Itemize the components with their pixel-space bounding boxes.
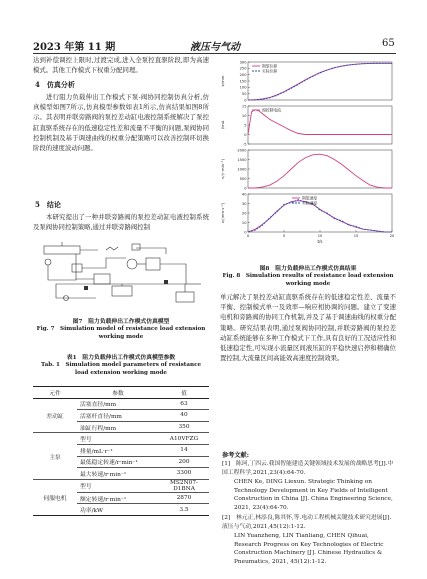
legend-label: 期望速度 [302, 195, 318, 201]
legend-label: 实际速度 [302, 200, 318, 206]
table-value-cell: 40 [159, 410, 209, 422]
fig8-caption-en: Fig. 8 Simulation results of resistance load extension working mode [222, 273, 394, 287]
table-value-cell: MS2N07-D1BNA [159, 479, 209, 492]
table-value-cell: 3300 [159, 468, 209, 480]
table-param-cell: 油缸行程/mm [77, 421, 159, 433]
table-param-cell: 额定转速/r·min⁻¹ [77, 492, 159, 504]
table-param-cell: 最大转速/r·min⁻¹ [77, 468, 159, 480]
y-tick-label: 50 [241, 91, 247, 96]
paragraph-2: 进行阻力负载伸出工作模式下泵-阀协同控制仿真分析,仿真模型如图7所示,仿真模型参数如表1所示,仿真结果如图8所示。其表明并联旁路阀的泵控差动缸电液控制系统解决了泵控缸直驱系统存在的低速稳定性差和流量不平衡的问题,泵阀协同控制机制及基于调速曲线的权重分配策略可以改善控制环切换阶段的速度波动问题。 [33, 93, 209, 153]
table-header-cell: 参数 [77, 387, 159, 399]
journal-title: 液压与气动 [190, 42, 240, 53]
y-tick-label: 250 [239, 66, 247, 71]
x-tick-label: 10 [317, 234, 323, 238]
y-tick-label: 150 [239, 79, 247, 84]
fig7-caption-en-1: Fig. 7 Simulation model of resistance load extension [36, 326, 206, 332]
y-tick-label: 10 [241, 220, 247, 225]
table-value-cell: A10VFZG [159, 433, 209, 445]
reference-1-en: CHEN Ke, DING Liexun. Strategic Thinking on Technology Development in Key Fields of Intelligent Construction in China [J]. China Engineering Science, 2021, 23(4):64-70. [234, 479, 393, 511]
paragraph-4: 单元解决了泵控差动缸直驱系统存在的低速稳定性差、流量不平衡、控制模式单一及效率—响应相协调的问题。建立了变速电机和旁路阀的协同工作机制,并及了基于调速曲线的权重分配策略。研究结果表明,通过泵阀协同控制,并联旁路阀的泵控差动缸系统能够在多种工作模式下工作,具有良好的工况适应性和低速稳定性,可实现小流量区间液压缸的平稳快速启停和精确位置控制,大流量区间高能效高速度控制效果。 [220, 293, 396, 363]
y-axis-label: I/mA [220, 120, 225, 130]
x-axis-label: t/s [317, 239, 323, 244]
table-value-cell: 200 [159, 456, 209, 468]
y-tick-label: 0 [244, 98, 247, 103]
table-component-cell: 主泵 [33, 433, 77, 479]
table-component-cell: 差动缸 [33, 398, 77, 433]
simulation-results-chart [218, 58, 398, 252]
page-number: 65 [382, 38, 395, 49]
table-row [33, 433, 209, 445]
fig7-caption-zh: 图7 阻力负载伸出工作模式仿真模型 [72, 319, 170, 325]
legend-label: 期望位移 [262, 63, 278, 69]
y-tick-label: 200 [239, 72, 247, 77]
y-tick-label: 1500 [237, 157, 247, 162]
x-tick-label: 5 [282, 234, 286, 238]
simulation-model-figure [36, 240, 208, 308]
table-value-cell: 63 [159, 398, 209, 410]
series-line [248, 201, 392, 232]
y-tick-label: 10 [241, 113, 247, 118]
y-tick-label: 15 [241, 104, 247, 109]
y-axis-label: x/mm [220, 75, 225, 87]
cylinder-block [44, 246, 80, 254]
y-tick-label: -5 [242, 142, 247, 147]
x-tick-label: 0 [246, 234, 250, 238]
table-param-cell: 活塞直径/mm [77, 398, 159, 410]
y-tick-label: 0 [244, 132, 247, 137]
y-axis-label: v/(mm·s⁻¹) [220, 202, 225, 224]
fig8-caption-zh: 图8 阻力负载伸出工作模式仿真结果 [259, 266, 357, 272]
y-tick-label: 1000 [237, 167, 247, 172]
paragraph-1: 达到补偿调控上限时,过渡完成,进入全泵控直驱阶段,即为高速模式。其他工作模式下权重分配同理。 [33, 56, 209, 75]
table-param-cell: 型号 [77, 479, 159, 492]
header-rule [33, 53, 396, 54]
table-param-cell: 最低稳定转速/r·min⁻¹ [77, 456, 159, 468]
y-tick-label: 30 [241, 201, 247, 206]
table-value-cell: 350 [159, 421, 209, 433]
parameter-table [33, 386, 209, 516]
table-row [33, 479, 209, 492]
x-tick-label: 20 [389, 234, 395, 238]
section-4-heading: 4 仿真分析 [35, 80, 75, 89]
y-tick-label: 100 [239, 85, 247, 90]
y-axis-label: n/(r·min⁻¹) [220, 158, 225, 180]
y-tick-label: 300 [239, 60, 247, 65]
table-header-row [33, 387, 209, 399]
table-value-cell: 3.5 [159, 504, 209, 516]
table-value-cell: 2870 [159, 492, 209, 504]
table-value-cell: 14 [159, 444, 209, 456]
section-5-heading: 5 结论 [35, 200, 61, 209]
panel-frame [248, 150, 392, 188]
table-param-cell: 功率/kW [77, 504, 159, 516]
table-param-cell: 活塞杆直径/mm [77, 410, 159, 422]
x-tick-label: 15 [353, 234, 359, 238]
table1-caption-en-2: load extension working mode [74, 370, 167, 376]
y-tick-label: 40 [241, 192, 247, 197]
series-line [248, 200, 392, 232]
legend-label: 实际位移 [262, 68, 278, 74]
legend-label: 阀控制电流 [262, 107, 281, 113]
table-param-cell: 排量/mL·r⁻¹ [77, 444, 159, 456]
y-tick-label: 5 [244, 123, 247, 128]
series-line [248, 154, 392, 188]
y-tick-label: 0 [244, 186, 247, 191]
reference-2-zh: [2] 林元正,林添良,陈其怀,等.电动工程机械关键技术研究进展[J].液压与气动,2021,45(12):1-12. [222, 515, 392, 530]
table-row [33, 398, 209, 410]
reference-2-en: LIN Yuanzheng, LIN Tianliang, CHEN Qihuai, Research Progress on Key Technologies of Electric Construction Machinery [J]. Chinese Hydraulics & Pneumatics, 2021, 45(12):1-12. [234, 533, 384, 565]
y-tick-label: 2000 [237, 148, 247, 153]
y-tick-label: 500 [239, 176, 247, 181]
table-component-cell: 伺服电机 [33, 479, 77, 515]
y-tick-label: 0 [244, 230, 247, 235]
table-header-cell: 值 [159, 387, 209, 399]
paragraph-3: 本研究提出了一种并联旁路阀的泵控差动缸电液控制系统及泵阀协同控制策略,通过并联旁路阀控制 [33, 213, 209, 232]
series-line [248, 110, 392, 135]
table-param-cell: 型号 [77, 433, 159, 445]
panel-frame [248, 194, 392, 232]
table1-caption-zh: 表1 阻力负载伸出工作模式仿真模型参数 [66, 355, 176, 361]
table1-caption-en-1: Tab. 1 Simulation model parameters of resistance [40, 362, 202, 368]
reference-1-zh: [1] 陈珂,丁四云.我国智能建造关键领域技术发展的战略思考[J].中国工程科学,2021,23(4):64-70. [222, 461, 394, 476]
fig7-caption-en-2: working mode [98, 334, 144, 340]
y-tick-label: 20 [241, 211, 247, 216]
table-header-cell: 元件 [33, 387, 77, 399]
issue-label: 2023 年第 11 期 [33, 42, 116, 53]
references-heading: 参考文献: [222, 452, 250, 459]
